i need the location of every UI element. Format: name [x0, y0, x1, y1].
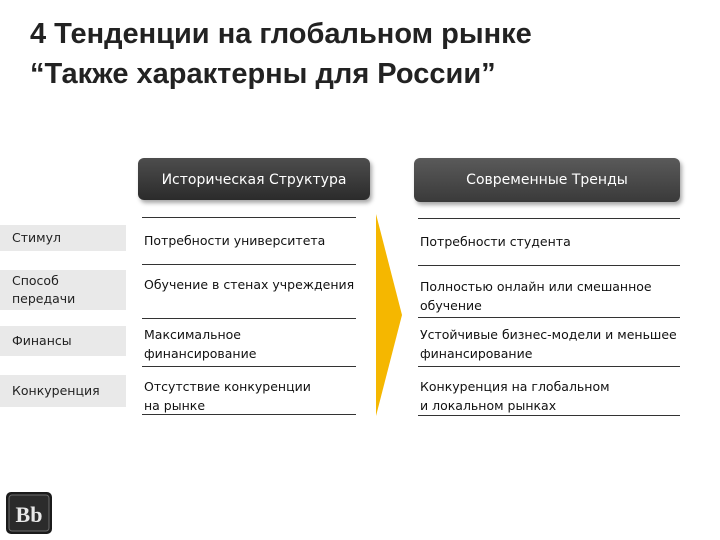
divider	[418, 317, 680, 318]
cell-line: Полностью онлайн или смешанное	[420, 279, 652, 294]
slide-title: 4 Тенденции на глобальном рынке	[30, 18, 532, 50]
cell-line: Обучение в стенах учреждения	[144, 277, 355, 292]
historical-cell	[144, 377, 311, 415]
divider	[418, 218, 680, 219]
divider	[142, 366, 356, 367]
modern-cell	[420, 325, 677, 363]
cell-line: Отсутствие конкуренции	[144, 379, 311, 394]
modern-cell	[420, 377, 610, 415]
historical-cell	[144, 275, 354, 294]
modern-cell	[420, 277, 652, 315]
logo-text: Bb	[15, 502, 43, 527]
cell-line: Конкуренция на глобальном	[420, 379, 610, 394]
transition-arrow-icon	[374, 214, 404, 416]
divider	[418, 366, 680, 367]
cell-line: Потребности студента	[420, 234, 571, 249]
cell-line: Потребности университета	[144, 233, 326, 248]
row-label-competition: Конкуренция	[0, 375, 126, 407]
modern-cell	[420, 232, 571, 251]
cell-line: обучение	[420, 298, 482, 313]
historical-cell	[144, 231, 325, 250]
historical-structure-header: Историческая Структура	[138, 158, 370, 200]
slide-subtitle: “Также характерны для России”	[30, 58, 496, 90]
row-label-stimulus: Стимул	[0, 225, 126, 251]
divider	[418, 265, 680, 266]
row-label-delivery	[0, 270, 126, 310]
row-label-delivery-line: передачи	[12, 291, 76, 306]
modern-trends-header: Современные Тренды	[414, 158, 680, 202]
cell-line: финансирование	[144, 346, 257, 361]
divider	[142, 217, 356, 218]
cell-line: Максимальное	[144, 327, 241, 342]
divider	[142, 264, 356, 265]
historical-cell	[144, 325, 256, 363]
cell-line: финансирование	[420, 346, 533, 361]
row-label-delivery-line: Способ	[12, 273, 59, 288]
divider	[142, 318, 356, 319]
cell-line: на рынке	[144, 398, 206, 413]
divider	[418, 415, 680, 416]
cell-line: и локальном рынках	[420, 398, 557, 413]
cell-line: Устойчивые бизнес-модели и меньшее	[420, 327, 677, 342]
row-label-finance: Финансы	[0, 326, 126, 356]
blackboard-logo-icon	[4, 490, 54, 536]
